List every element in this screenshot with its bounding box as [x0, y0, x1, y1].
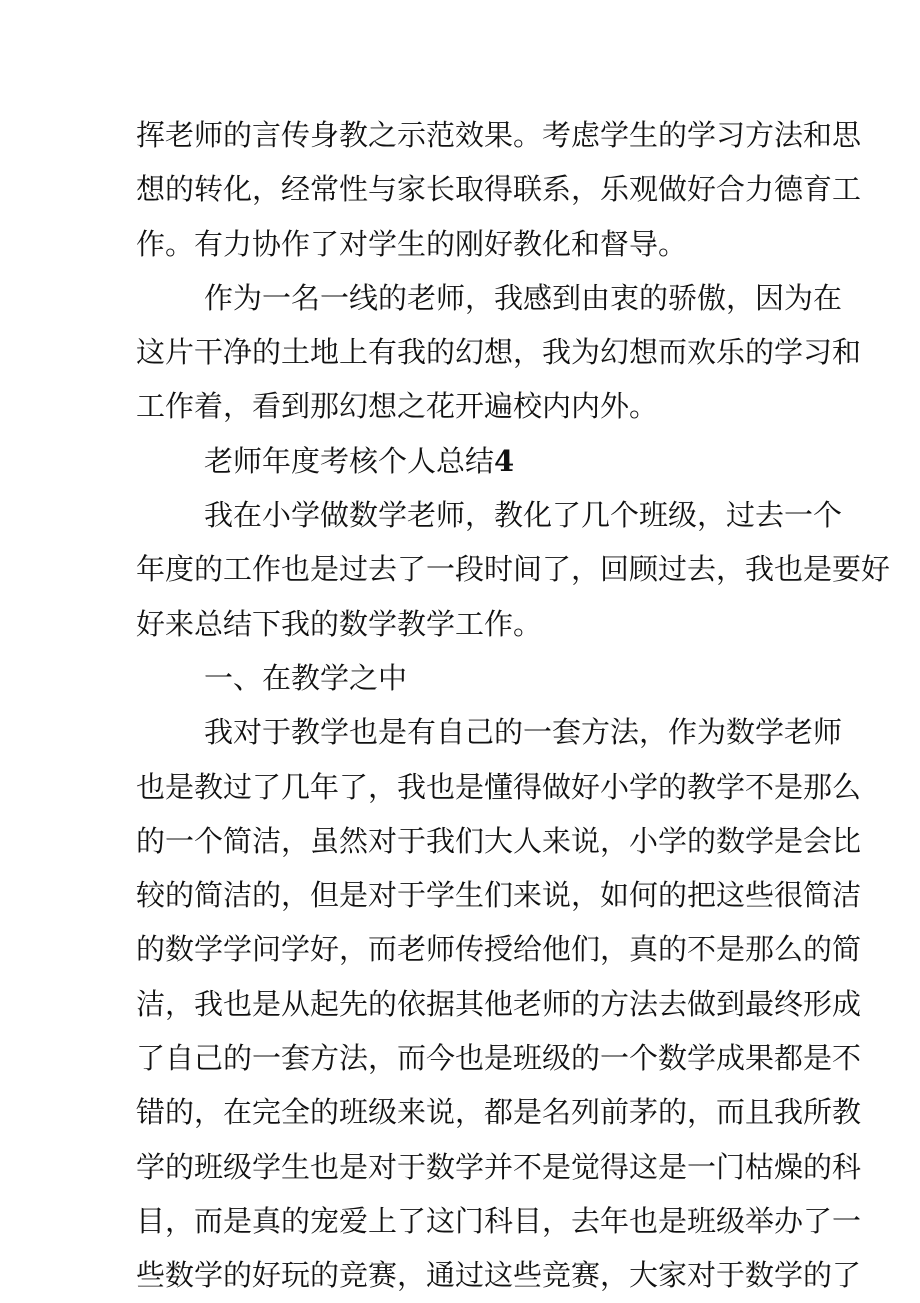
- text-line: 好来总结下我的数学教学工作。: [136, 606, 543, 641]
- text-line: 挥老师的言传身教之示范效果。考虑学生的学习方法和思: [136, 118, 862, 152]
- text-line: 错的，在完全的班级来说，都是名列前茅的，而且我所教: [136, 1095, 862, 1130]
- text-line: 作为一名一线的老师，我感到由衷的骄傲，因为在: [204, 280, 843, 315]
- section-title: 一、在教学之中: [204, 660, 408, 695]
- text-line: 了自己的一套方法，而今也是班级的一个数学成果都是不: [136, 1041, 862, 1076]
- text-line: 洁，我也是从起先的依据其他老师的方法去做到最终形成: [136, 986, 862, 1021]
- text-line: 也是教过了几年了，我也是懂得做好小学的教学不是那么: [136, 769, 862, 804]
- text-line: 的数学学问学好，而老师传授给他们，真的不是那么的简: [136, 932, 862, 967]
- heading-number: 4: [494, 443, 515, 478]
- text-line: 工作着，看到那幻想之花开遍校内内外。: [136, 389, 659, 424]
- text-line: 作。有力协作了对学生的刚好教化和督导。: [136, 226, 688, 261]
- heading-text: 老师年度考核个人总结: [204, 443, 495, 478]
- text-line: 学的班级学生也是对于数学并不是觉得这是一门枯燥的科: [136, 1149, 862, 1184]
- text-line: 的一个简洁，虽然对于我们大人来说，小学的数学是会比: [136, 823, 862, 858]
- text-line: 些数学的好玩的竞赛，通过这些竞赛，大家对于数学的了: [136, 1258, 862, 1293]
- text-line: 年度的工作也是过去了一段时间了，回顾过去，我也是要好: [136, 552, 891, 587]
- text-line: 这片干净的土地上有我的幻想，我为幻想而欢乐的学习和: [136, 335, 862, 370]
- text-line: 我在小学做数学老师，教化了几个班级，过去一个: [204, 498, 843, 533]
- text-line: 我对于教学也是有自己的一套方法，作为数学老师: [204, 715, 843, 750]
- text-line: 较的简洁的，但是对于学生们来说，如何的把这些很简洁: [136, 878, 862, 913]
- text-line: 目，而是真的宠爱上了这门科目，去年也是班级举办了一: [136, 1203, 862, 1238]
- section-heading: [136, 434, 796, 488]
- document-body: [136, 108, 891, 1303]
- text-line: 想的转化，经常性与家长取得联系，乐观做好合力德育工: [136, 172, 862, 207]
